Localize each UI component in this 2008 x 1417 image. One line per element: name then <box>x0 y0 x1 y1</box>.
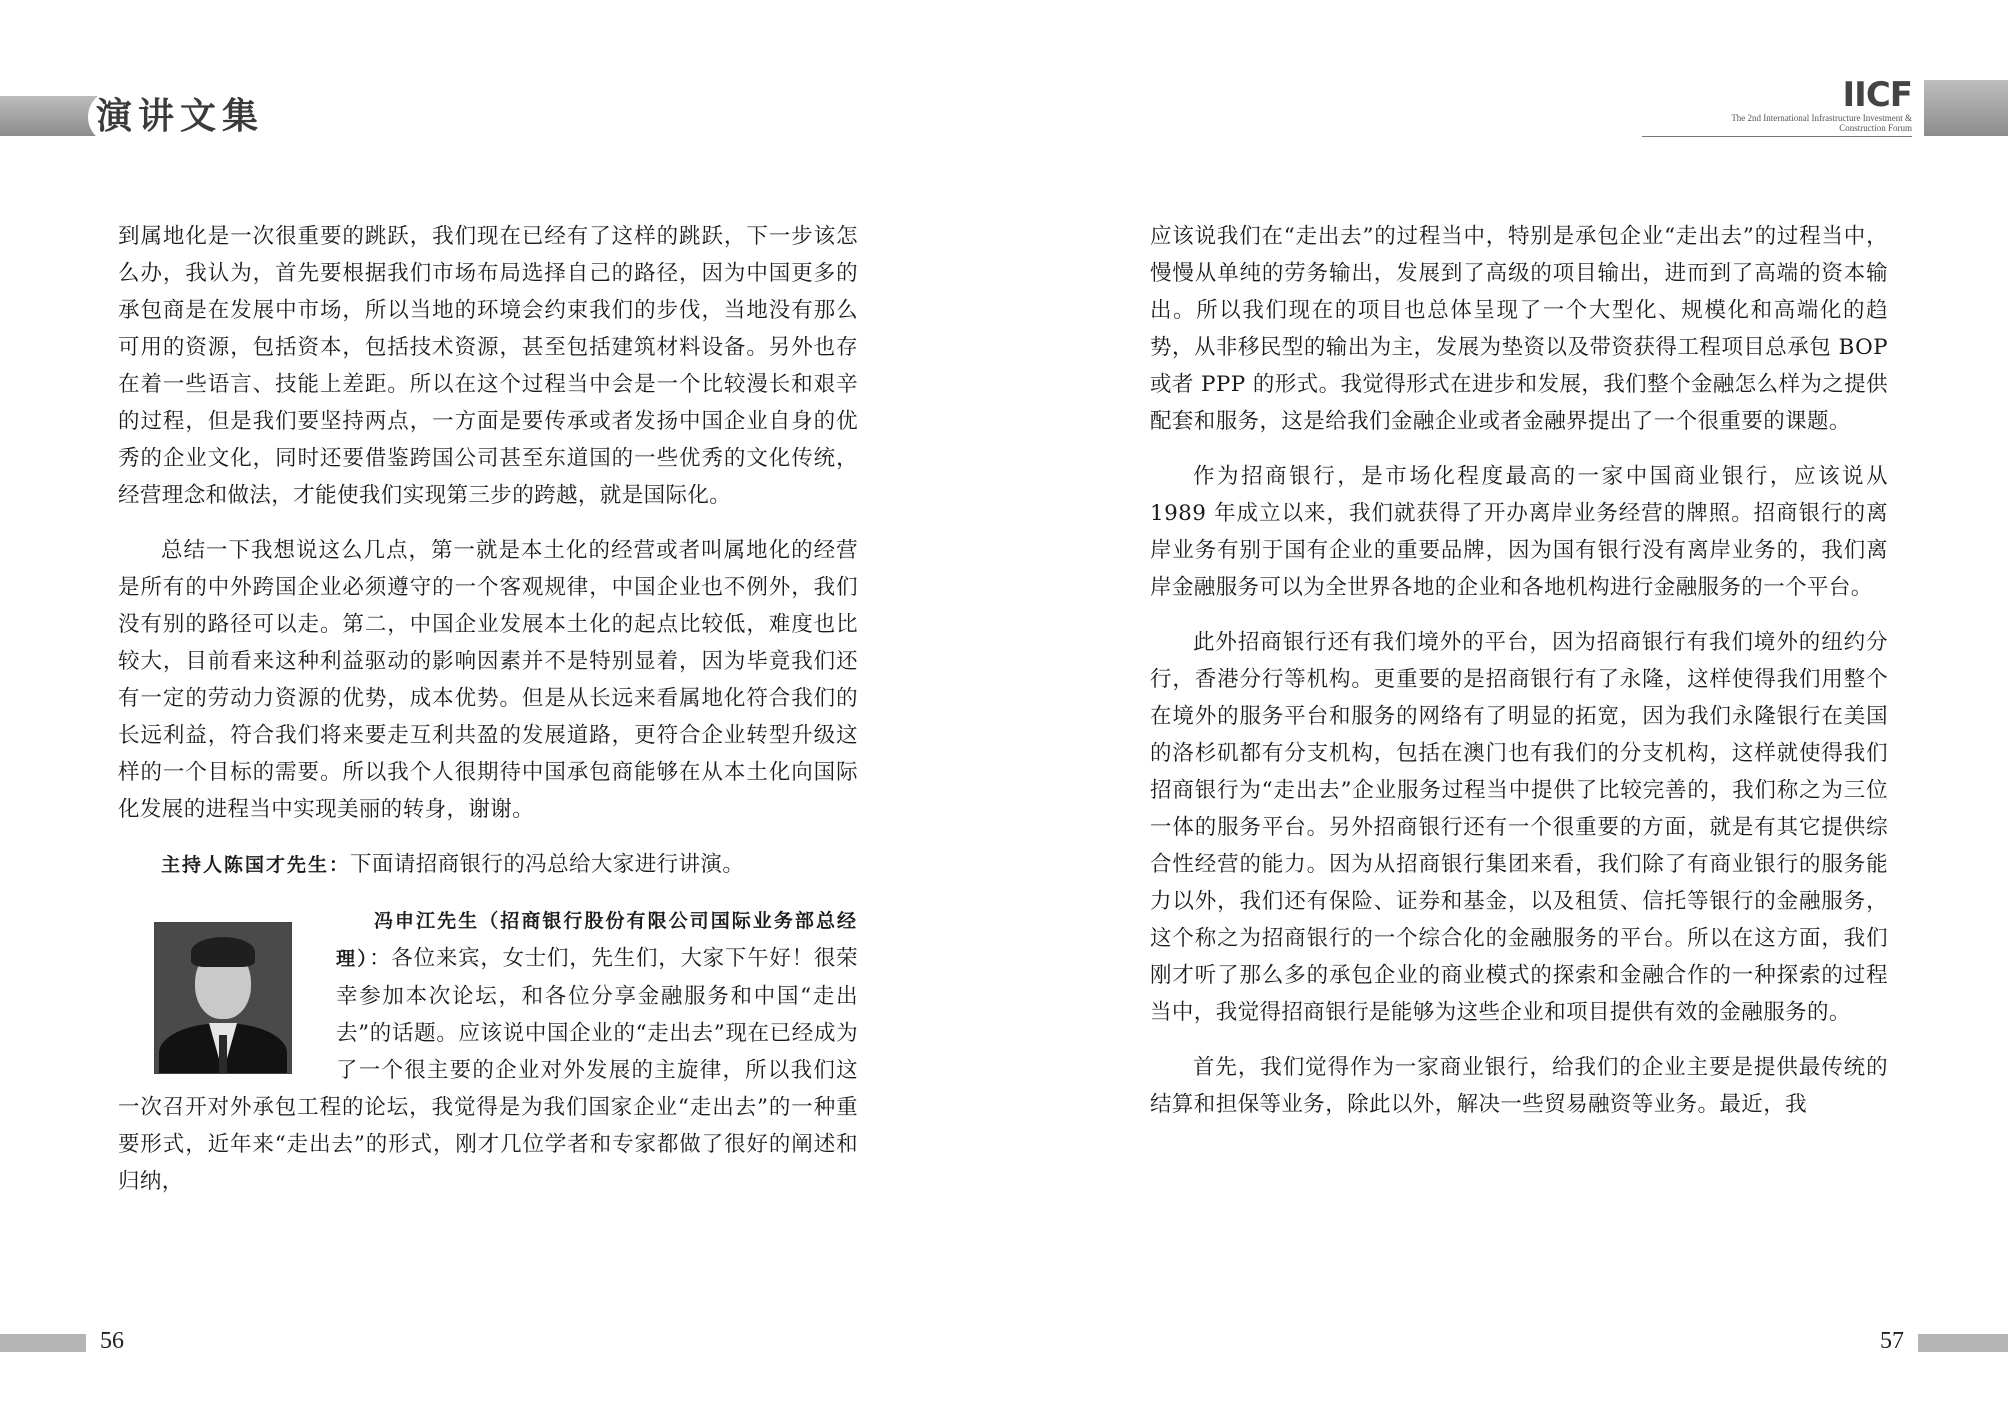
speaker-block <box>118 902 858 1200</box>
speaker-name: 冯申江先生（招商银行股份有限公司国际业务部总经理） <box>336 910 858 970</box>
footer-bar <box>0 1334 86 1352</box>
logo-subtitle: The 2nd International Infrastructure Investment & Construction Forum <box>1731 113 1912 133</box>
right-body <box>1150 218 1888 1141</box>
speaker-text: ：各位来宾，女士们，先生们，大家下午好！很荣幸参加本次论坛，和各位分享金融服务和中国“走出去”的话题。应该说中国企业的“走出去”现在已经成为了一个很主要的企业对外发展的主旋律，所以我们这一次召开对外承包工程的论坛，我觉得是为我们国家企业“走出去”的一种重要形式，近年来“走出去”的形式，刚才几位学者和专家都做了很好的阐述和归纳， <box>118 946 858 1194</box>
left-paragraph-1: 到属地化是一次很重要的跳跃，我们现在已经有了这样的跳跃，下一步该怎么办，我认为，首先要根据我们市场布局选择自己的路径，因为中国更多的承包商是在发展中市场，所以当地的环境会约束我们的步伐，当地没有那么可用的资源，包括资本，包括技术资源，甚至包括建筑材料设备。另外也存在着一些语言、技能上差距。所以在这个过程当中会是一个比较漫长和艰辛的过程，但是我们要坚持两点，一方面是要传承或者发扬中国企业自身的优秀的企业文化，同时还要借鉴跨国公司甚至东道国的一些优秀的文化传统，经营理念和做法，才能使我们实现第三步的跨越，就是国际化。 <box>118 224 858 508</box>
right-paragraph-3: 此外招商银行还有我们境外的平台，因为招商银行有我们境外的纽约分行，香港分行等机构。更重要的是招商银行有了永隆，这样使得我们用整个在境外的服务平台和服务的网络有了明显的拓宽，因为我们永隆银行在美国的洛杉矶都有分支机构，包括在澳门也有我们的分支机构，这样就使得我们招商银行为“走出去”企业服务过程当中提供了比较完善的，我们称之为三位一体的服务平台。另外招商银行还有一个很重要的方面，就是有其它提供综合性经营的能力。因为从招商银行集团来看，我们除了有商业银行的服务能力以外，我们还有保险、证券和基金，以及租赁、信托等银行的金融服务，这个称之为招商银行的一个综合化的金融服务的平台。所以在这方面，我们刚才听了那么多的承包企业的商业模式的探索和金融合作的一种探索的过程当中，我觉得招商银行是能够为这些企业和项目提供有效的金融服务的。 <box>1150 630 1888 1025</box>
host-text: 下面请招商银行的冯总给大家进行讲演。 <box>350 852 745 877</box>
left-paragraph-2: 总结一下我想说这么几点，第一就是本土化的经营或者叫属地化的经营是所有的中外跨国企业必须遵守的一个客观规律，中国企业也不例外，我们没有别的路径可以走。第二，中国企业发展本土化的起点比较低，难度也比较大，目前看来这种利益驱动的影响因素并不是特别显着，因为毕竟我们还有一定的劳动力资源的优势，成本优势。但是从长远来看属地化符合我们的长远利益，符合我们将来要走互利共盈的发展道路，更符合企业转型升级这样的一个目标的需要。所以我个人很期待中国承包商能够在从本土化向国际化发展的进程当中实现美丽的转身，谢谢。 <box>118 538 858 822</box>
page-number: 56 <box>100 1328 124 1354</box>
right-paragraph-2: 作为招商银行，是市场化程度最高的一家中国商业银行，应该说从 1989 年成立以来，我们就获得了开办离岸业务经营的牌照。招商银行的离岸业务有别于国有企业的重要品牌，因为国有银行没有离岸业务的，我们离岸金融服务可以为全世界各地的企业和各地机构进行金融服务的一个平台。 <box>1150 464 1888 600</box>
host-name: 主持人陈国才先生： <box>161 854 351 876</box>
right-paragraph-1: 应该说我们在“走出去”的过程当中，特别是承包企业“走出去”的过程当中，慢慢从单纯的劳务输出，发展到了高级的项目输出，进而到了高端的资本输出。所以我们现在的项目也总体呈现了一个大型化、规模化和高端化的趋势，从非移民型的输出为主，发展为垫资以及带资获得工程项目总承包 BOP 或者 PPP 的形式。我觉得形式在进步和发展，我们整个金融怎么样为之提供配套和服务，这是给我们金融企业或者金融界提出了一个很重要的课题。 <box>1150 224 1888 434</box>
logo-wordmark: IICF <box>1842 75 1912 115</box>
left-body <box>118 218 858 1200</box>
speaker-photo <box>154 922 292 1074</box>
forum-logo <box>1642 75 1912 138</box>
right-paragraph-4: 首先，我们觉得作为一家商业银行，给我们的企业主要是提供最传统的结算和担保等业务，除此以外，解决一些贸易融资等业务。最近，我 <box>1150 1055 1888 1117</box>
section-title: 演讲文集 <box>88 90 288 144</box>
footer-bar <box>1918 1334 2008 1352</box>
header-band <box>1924 80 2008 136</box>
right-page <box>1004 0 2008 1417</box>
logo-rule <box>1642 136 1912 137</box>
host-line <box>118 846 858 884</box>
page-number: 57 <box>1880 1328 1904 1354</box>
